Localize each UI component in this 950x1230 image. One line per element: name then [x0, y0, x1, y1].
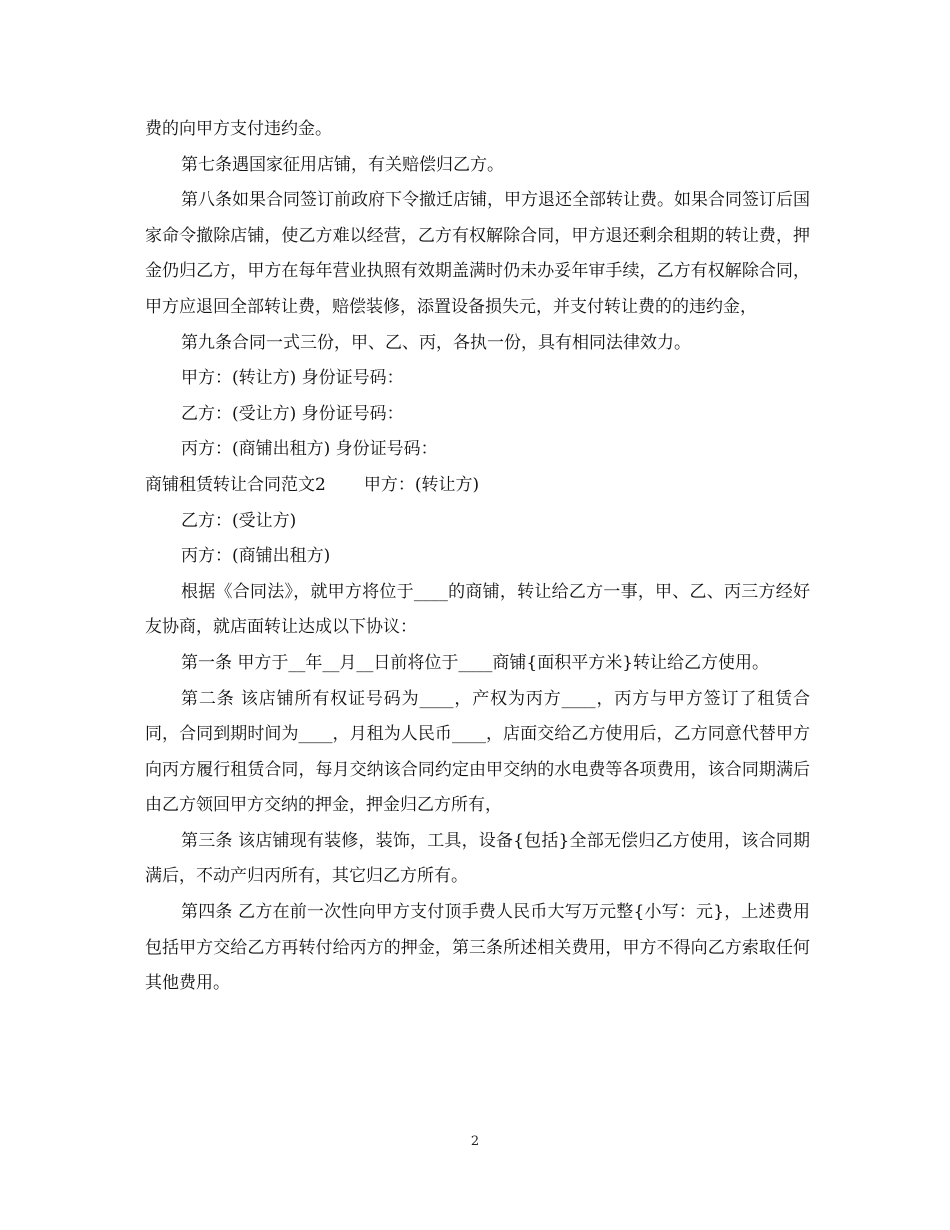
party-b-id-line: 乙方：(受让方) 身份证号码： — [181, 403, 404, 424]
article-4: 第四条 乙方在前一次性向甲方支付顶手费人民币大写万元整{小写：元}，上述费用包括甲方交给乙方再转付给丙方的押金，第三条所述相关费用，甲方不得向乙方索取任何其他费用。 — [145, 902, 810, 994]
section-heading-line — [145, 468, 810, 504]
party-c-label: 丙方：(商铺出租方) — [181, 546, 331, 567]
article-9: 第九条合同一式三份，甲、乙、丙，各执一份，具有相同法律效力。 — [181, 332, 691, 353]
party-b-label: 乙方：(受让方) — [181, 510, 297, 531]
preamble: 根据《合同法》，就甲方将位于____的商铺，转让给乙方一事，甲、乙、丙三方经好友协商，就店面转让达成以下协议： — [145, 581, 810, 638]
paragraph-continuation: 费的向甲方支付违约金。 — [145, 119, 332, 139]
party-a-label: 甲方：(转让方) — [363, 474, 480, 495]
article-8: 第八条如果合同签订前政府下令撤迁店铺，甲方退还全部转让费。如果合同签订后国家命令撤除店铺，使乙方难以经营，乙方有权解除合同，甲方退还剩余租期的转让费，押金仍归乙方，甲方在每年营业执照有效期盖满时仍未办妥年审手续，乙方有权解除合同，甲方应退回全部转让费，赔偿装修，添置设备损失元，并支付转让费的的违约金， — [145, 190, 810, 317]
article-7: 第七条遇国家征用店铺，有关赔偿归乙方。 — [181, 154, 504, 175]
document-2-title: 商铺租赁转让合同范文2 — [145, 474, 326, 495]
article-3: 第三条 该店铺现有装修，装饰，工具，设备{包括}全部无偿归乙方使用，该合同期满后，不动产归丙所有，其它归乙方所有。 — [145, 830, 810, 887]
document-body — [145, 112, 810, 1002]
article-2: 第二条 该店铺所有权证号码为____，产权为丙方____，丙方与甲方签订了租赁合同，合同到期时间为____，月租为人民币____，店面交给乙方使用后，乙方同意代替甲方向丙方履行租赁合同，每月交纳该合同约定由甲交纳的水电费等各项费用，该合同期满后由乙方领回甲方交纳的押金，押金归乙方所有， — [145, 688, 810, 816]
article-1: 第一条 甲方于__年__月__日前将位于____商铺{面积平方米}转让给乙方使用。 — [181, 652, 770, 673]
party-c-id-line: 丙方：(商铺出租方) 身份证号码： — [181, 439, 438, 460]
party-a-id-line: 甲方：(转让方) 身份证号码： — [181, 368, 404, 389]
page-number: 2 — [470, 1134, 480, 1149]
